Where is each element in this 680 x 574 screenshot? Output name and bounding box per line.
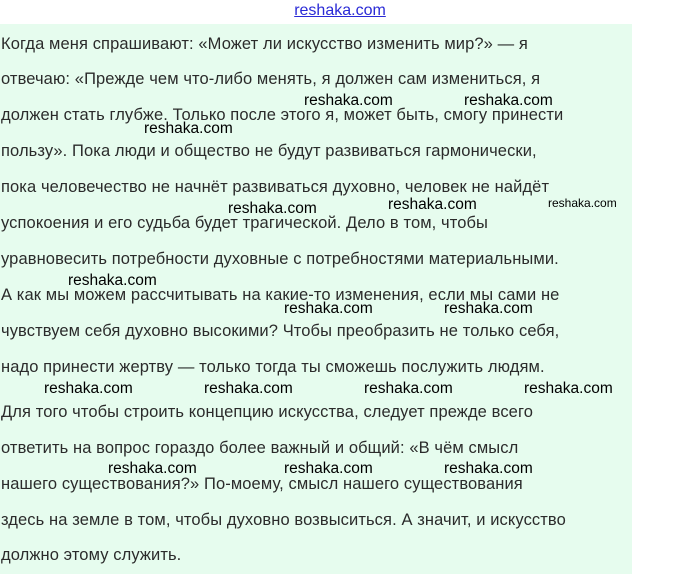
text-line: отвечаю: «Прежде чем что-либо менять, я должен сам измениться, я [1,70,541,88]
text-line: должно этому служить. [1,546,182,564]
text-line: пока человечество не начнёт развиваться духовно, человек не найдёт [1,178,550,196]
watermark: reshaka.com [44,380,133,397]
watermark: reshaka.com [464,92,553,109]
watermark: reshaka.com [444,300,533,317]
watermark: reshaka.com [444,460,533,477]
text-line: надо принести жертву — только тогда ты сможешь послужить людям. [1,358,545,376]
text-line: Когда меня спрашивают: «Может ли искусство изменить мир?» — я [1,35,528,53]
text-line: пользу». Пока люди и общество не будут развиваться гармонически, [1,142,537,160]
text-line: А как мы можем рассчитывать на какие-то изменения, если мы сами не [1,286,560,304]
text-line: уравновесить потребности духовные с потребностями материальными. [1,250,559,268]
text-line: здесь на земле в том, чтобы духовно возвыситься. А значит, и искусство [1,511,566,529]
watermark: reshaka.com [364,380,453,397]
watermark: reshaka.com [388,196,477,213]
text-line: Для того чтобы строить концепцию искусства, следует прежде всего [1,403,533,421]
watermark: reshaka.com [284,460,373,477]
site-link[interactable]: reshaka.com [294,2,386,19]
text-line: чувствуем себя духовно высокими? Чтобы преобразить не только себя, [1,322,560,340]
watermark: reshaka.com [204,380,293,397]
watermark: reshaka.com [284,300,373,317]
watermark: reshaka.com [548,196,617,210]
watermark: reshaka.com [524,380,613,397]
watermark: reshaka.com [228,200,317,217]
text-line: ответить на вопрос гораздо более важный и общий: «В чём смысл [1,439,519,457]
watermark: reshaka.com [68,272,157,289]
text-line: успокоения и его судьба будет трагической. Дело в том, чтобы [1,214,488,232]
watermark: reshaka.com [304,92,393,109]
watermark: reshaka.com [144,120,233,137]
text-line: должен стать глубже. Только после этого я, может быть, смогу принести [1,106,564,124]
text-line: нашего существования?» По-моему, смысл нашего существования [1,475,523,493]
watermark: reshaka.com [108,460,197,477]
